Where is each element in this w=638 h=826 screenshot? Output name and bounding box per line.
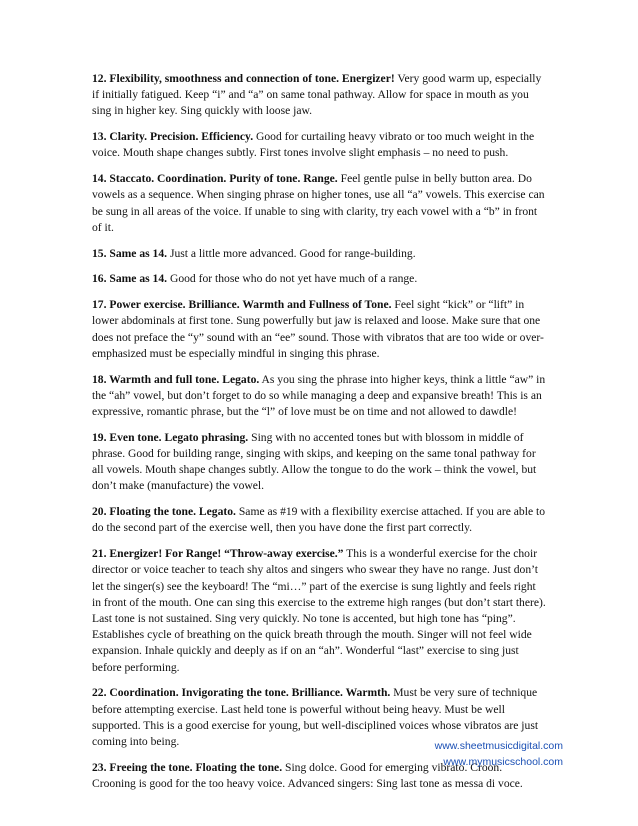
exercise-paragraph xyxy=(92,546,547,676)
footer-links xyxy=(435,738,563,770)
footer-link-sheetmusicdigital[interactable]: www.sheetmusicdigital.com xyxy=(434,740,563,752)
exercise-body: Sing with no accented tones but with blossom in middle of phrase. Good for building range, singing with skips, and keeping on the same tonal pathway for all vowels. Mouth shape changes subtly. Allow the tongue to do the work – think the vowel, but don’t make (manufacture) the vowel. xyxy=(92,430,537,493)
exercise-body: Same as #19 with a flexibility exercise attached. If you are able to do the second part of the exercise well, then you have done the first part correctly. xyxy=(92,505,546,535)
exercise-heading: 19. Even tone. Legato phrasing. xyxy=(92,430,249,444)
exercise-paragraph xyxy=(92,246,547,262)
exercise-body: Feel sight “kick” or “lift” in lower abdominals at first tone. Sung powerfully but jaw is relaxed and loose. Make sure that one does not preface the “y” sound with an “ee” sound. Those with vibratos that are too wide or over-emphasized must be especially mindful in singing this phrase. xyxy=(92,298,544,360)
exercise-paragraph xyxy=(92,271,547,287)
exercise-heading: 14. Staccato. Coordination. Purity of tone. Range. xyxy=(92,172,338,186)
exercise-notes xyxy=(92,71,547,802)
exercise-paragraph xyxy=(92,129,547,161)
exercise-body: Good for curtailing heavy vibrato or too much weight in the voice. Mouth shape changes subtly. First tones involve slight emphasis – no need to push. xyxy=(92,130,535,160)
exercise-heading: 17. Power exercise. Brilliance. Warmth and Fullness of Tone. xyxy=(92,298,392,312)
exercise-body: Feel gentle pulse in belly button area. Do vowels as a sequence. When singing phrase on higher tones, use all “a” vowels. This exercise can be sung in all areas of the voice. If unable to sing with clarity, try each vowel with a “b” in front of it. xyxy=(92,172,545,234)
exercise-body: Sing dolce. Good for emerging vibrato. Croon. Crooning is good for the too heavy voice. Advanced singers: Sing last tone as messa di voce. xyxy=(92,760,523,791)
exercise-paragraph xyxy=(92,171,547,236)
exercise-heading: 22. Coordination. Invigorating the tone. Brilliance. Warmth. xyxy=(92,686,391,700)
exercise-heading: 21. Energizer! For Range! “Throw-away exercise.” xyxy=(92,547,344,561)
exercise-heading: 23. Freeing the tone. Floating the tone. xyxy=(92,760,283,774)
exercise-body: Very good warm up, especially if initially fatigued. Keep “i” and “a” on same tonal pathway. Allow for space in mouth as you sing in higher key. Sing quickly with loose jaw. xyxy=(92,72,542,118)
exercise-heading: 15. Same as 14. xyxy=(92,246,168,260)
exercise-paragraph xyxy=(92,71,547,120)
footer-link-mymusicschool[interactable]: www.mymusicschool.com xyxy=(443,756,563,768)
exercise-paragraph xyxy=(92,430,547,495)
exercise-paragraph xyxy=(92,297,547,362)
exercise-body: Just a little more advanced. Good for range-building. xyxy=(167,246,416,260)
exercise-heading: 20. Floating the tone. Legato. xyxy=(92,505,236,519)
exercise-heading: 16. Same as 14. xyxy=(92,272,168,286)
exercise-heading: 13. Clarity. Precision. Efficiency. xyxy=(92,130,254,144)
exercise-body: Good for those who do not yet have much of a range. xyxy=(167,272,418,286)
exercise-body: Must be very sure of technique before attempting exercise. Last held tone is powerful without being heavy. Must be well supported. This is a good exercise for young, but well-disciplined voices whose vibratos are just coming into being. xyxy=(92,686,539,749)
exercise-body: As you sing the phrase into higher keys, think a little “aw” in the “ah” vowel, but don’t forget to do so while managing a deep and expansive breath! This is an expressive, romantic phrase, but the “l” of love must be on time and not allowed to dawdle! xyxy=(92,372,546,419)
exercise-paragraph xyxy=(92,372,547,421)
exercise-heading: 18. Warmth and full tone. Legato. xyxy=(92,372,260,386)
exercise-body: This is a wonderful exercise for the choir director or voice teacher to teach shy altos and singers who swear they have no range. Just don’t let the singer(s) see the keyboard! The “mi…” part of the exercise is sung lightly and feels right in front of the mouth. One can sing this exercise to the extreme high ranges (but don’t start there). Last tone is not sustained. Sing very quickly. No tone is accented, but high tone has “ping”. Establishes cycle of breathing on the quick breath through the mouth. Singer will not feel wide expansion. Inhale quickly and deeply as if on an “ah”. Wonderful “last” exercise to sing just before performing. xyxy=(92,547,546,674)
exercise-paragraph xyxy=(92,504,547,536)
exercise-heading: 12. Flexibility, smoothness and connection of tone. Energizer! xyxy=(92,72,395,85)
